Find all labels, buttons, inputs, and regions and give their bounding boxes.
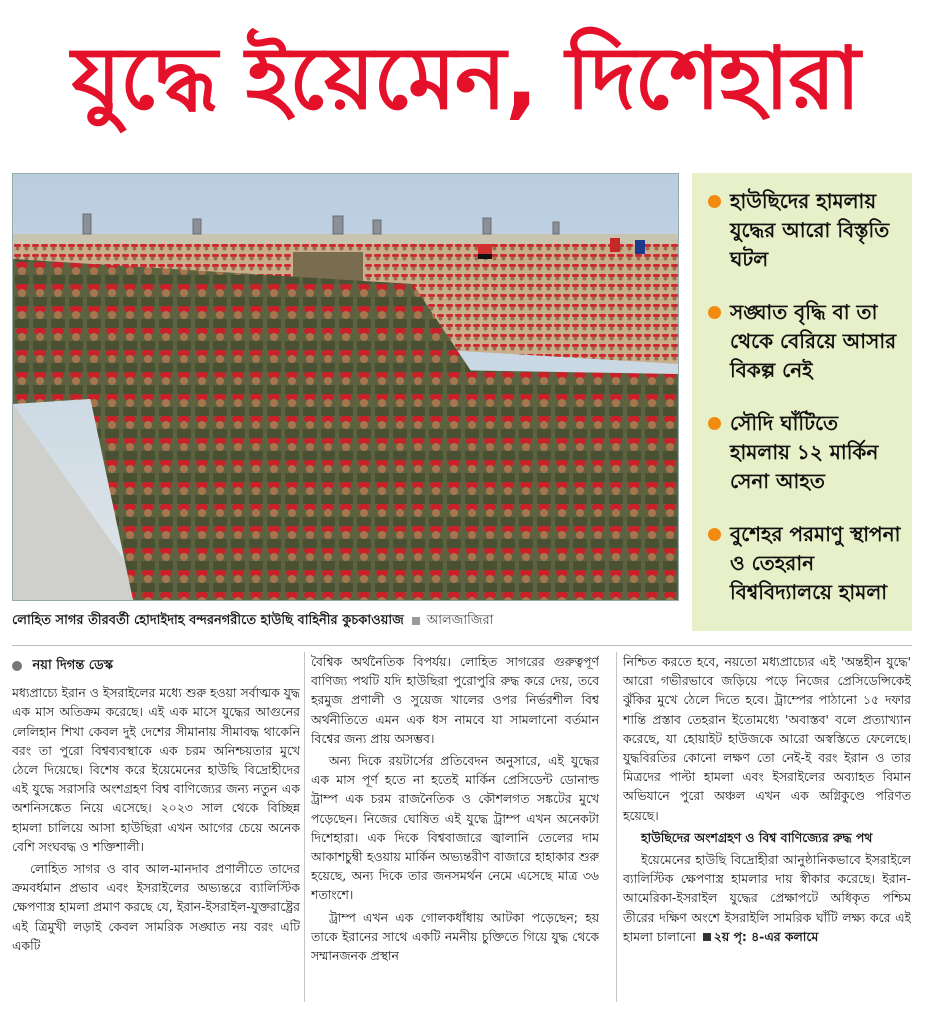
highlight-item	[704, 298, 902, 385]
article-column-3	[623, 652, 911, 1004]
column-divider	[616, 652, 617, 1002]
highlight-text: সঙ্ঘাত বৃদ্ধি বা তা থেকে বেরিয়ে আসার বিকল্প নেই	[730, 300, 897, 382]
column-divider	[304, 652, 305, 1002]
article-paragraph: ট্রাম্প এখন এক গোলকধাঁধায় আটকা পড়েছেন; হয় তাকে ইরানের সাথে একটি নমনীয় চুক্তিতে গিয়ে যুদ্ধ থেকে সম্মানজনক প্রস্থান	[311, 909, 599, 964]
news-desk-byline	[12, 656, 300, 675]
continued-on-link[interactable]	[700, 929, 818, 944]
article-subheading: হাউছিদের অংশগ্রহণ ও বিশ্ব বাণিজ্যের রুদ্ধ পথ	[641, 829, 873, 845]
bullet-icon	[12, 661, 22, 671]
bullet-icon	[708, 306, 721, 319]
article-paragraph	[623, 850, 911, 946]
headline: যুদ্ধে ইয়েমেন, দিশেহারা	[71, 29, 860, 129]
jump-text: ২য় পৃ: ৪-এর কলামে	[713, 928, 819, 944]
parade-photo	[12, 173, 679, 601]
highlight-text: বুশেহর পরমাণু স্থাপনা ও তেহরান বিশ্ববিদ্যালয়ে হামলা	[730, 522, 901, 604]
highlight-text: হাউছিদের হামলায় যুদ্ধের আরো বিস্তৃতি ঘটল	[730, 189, 890, 271]
article-column-2	[311, 652, 599, 1004]
article-paragraph: অন্য দিকে রয়টার্সের প্রতিবেদন অনুসারে, এই যুদ্ধের এক মাস পূর্ণ হতে না হতেই মার্কিন প্রেসিডেন্ট ডোনাল্ড ট্রাম্প এক চরম রাজনৈতিক ও কৌশলগত সঙ্কটের মুখে পড়েছেন। নিজের ঘোষিত এই যুদ্ধে ট্রাম্প এখন অনেকটা দিশেহারা। এক দিকে বিশ্ববাজারে জ্বালানি তেলের দাম আকাশচুম্বী হওয়ায় মার্কিন অভ্যন্তরীণ বাজারে হাহাকার শুরু হয়েছে, অন্য দিকে তার জনসমর্থন নেমে এসেছে মাত্র ৩৬ শতাংশে।	[311, 753, 599, 903]
article-paragraph: মধ্যপ্রাচ্যে ইরান ও ইসরাইলের মধ্যে শুরু হওয়া সর্বাত্মক যুদ্ধ এক মাস অতিক্রম করেছে। এই এক মাসে যুদ্ধের আগুনের লেলিহান শিখা কেবল দুই দেশের সীমানায় সীমাবদ্ধ থাকেনি বরং তা পুরো বিশ্বব্যবস্থাকে এক চরম অনিশ্চয়তার মুখে ঠেলে দিয়েছে। বিশেষ করে ইয়েমেনের হাউছি বিদ্রোহীদের এই যুদ্ধে সরাসরি অংশগ্রহণ বিশ্ব বাণিজ্যের জন্য নতুন এক অশনিসঙ্কেত নিয়ে এসেছে। ২০২৩ সাল থেকে বিচ্ছিন্ন হামলা চালিয়ে আসা হাউছিরা এখন আগের চেয়ে অনেক বেশি সংঘবদ্ধ ও শক্তিশালী।	[12, 685, 300, 854]
jump-marker-icon	[703, 933, 711, 941]
bullet-icon	[708, 417, 721, 430]
article-paragraph: লোহিত সাগর ও বাব আল-মানদাব প্রণালীতে তাদের ক্রমবর্ধমান প্রভাব এবং ইসরাইলের অভ্যন্তরে ব্যালিস্টিক ক্ষেপণাস্ত্র হামলা প্রমাণ করছে যে, ইরান-ইসরাইল-যুক্তরাষ্ট্রের এই ত্রিমুখী লড়াই কেবল সামরিক সঙ্ঘাত নয় বরং এটি একটি	[12, 861, 300, 953]
bullet-icon	[708, 195, 721, 208]
section-divider	[12, 645, 912, 646]
paragraph-text: ইয়েমেনের হাউছি বিদ্রোহীরা আনুষ্ঠানিকভাবে ইসরাইলে ব্যালিস্টিক ক্ষেপণাস্ত্র হামলার দায় স্বীকার করেছে। ইরান-আমেরিকা-ইসরাইল যুদ্ধের প্রেক্ষাপটে অধিকৃত পশ্চিম তীরের দক্ষিণ অংশে ইসরাইলি সামরিক ঘাঁটি লক্ষ্য করে এই হামলা চালানো	[623, 852, 911, 944]
highlight-item	[704, 520, 902, 607]
caption-text: লোহিত সাগর তীরবর্তী হোদাইদাহ বন্দরনগরীতে হাউছি বাহিনীর কুচকাওয়াজ	[12, 613, 404, 628]
highlight-item	[704, 187, 902, 274]
highlights-box	[692, 173, 912, 631]
desk-label: নয়া দিগন্ত ডেস্ক	[32, 658, 114, 673]
article-paragraph: বৈশ্বিক অর্থনৈতিক বিপর্যয়। লোহিত সাগরের গুরুত্বপূর্ণ বাণিজ্য পথটি যদি হাউছিরা পুরোপুরি রুদ্ধ করে দেয়, তবে হরমুজ প্রণালী ও সুয়েজ খালের ওপর নির্ভরশীল বিশ্ব অর্থনীতিতে এমন এক ধস নামবে যা সামলানো বর্তমান বিশ্বের জন্য প্রায় অসম্ভব।	[311, 654, 599, 746]
article-paragraph: নিশ্চিত করতে হবে, নয়তো মধ্যপ্রাচ্যের এই 'অন্তহীন যুদ্ধে' আরো গভীরভাবে জড়িয়ে পড়ে নিজের প্রেসিডেন্সিকেই ঝুঁকির মুখে ঠেলে দিতে হবে। ট্রাম্পের পাঠানো ১৫ দফার শান্তি প্রস্তাব তেহরান ইতোমধ্যে 'অবাস্তব' বলে প্রত্যাখ্যান করেছে, যা হোয়াইট হাউজকে আরো অস্বস্তিতে ফেলেছে। যুদ্ধবিরতির কোনো লক্ষণ তো নেই-ই বরং ইরান ও তার মিত্রদের পাল্টা হামলা এবং ইসরাইলের অব্যাহত বিমান অভিযানে পুরো অঞ্চল এখন এক অগ্নিকুণ্ডে পরিণত হয়েছে।	[623, 654, 911, 823]
caption-separator-icon	[412, 617, 420, 625]
bullet-icon	[708, 528, 721, 541]
highlight-text: সৌদি ঘাঁটিতে হামলায় ১২ মার্কিন সেনা আহত	[730, 411, 879, 493]
photo-caption	[12, 610, 677, 632]
highlight-item	[704, 409, 902, 496]
parade-photo-illustration	[13, 174, 678, 600]
article-column-1	[12, 652, 300, 1004]
photo-credit: আলজাজিরা	[426, 613, 494, 628]
